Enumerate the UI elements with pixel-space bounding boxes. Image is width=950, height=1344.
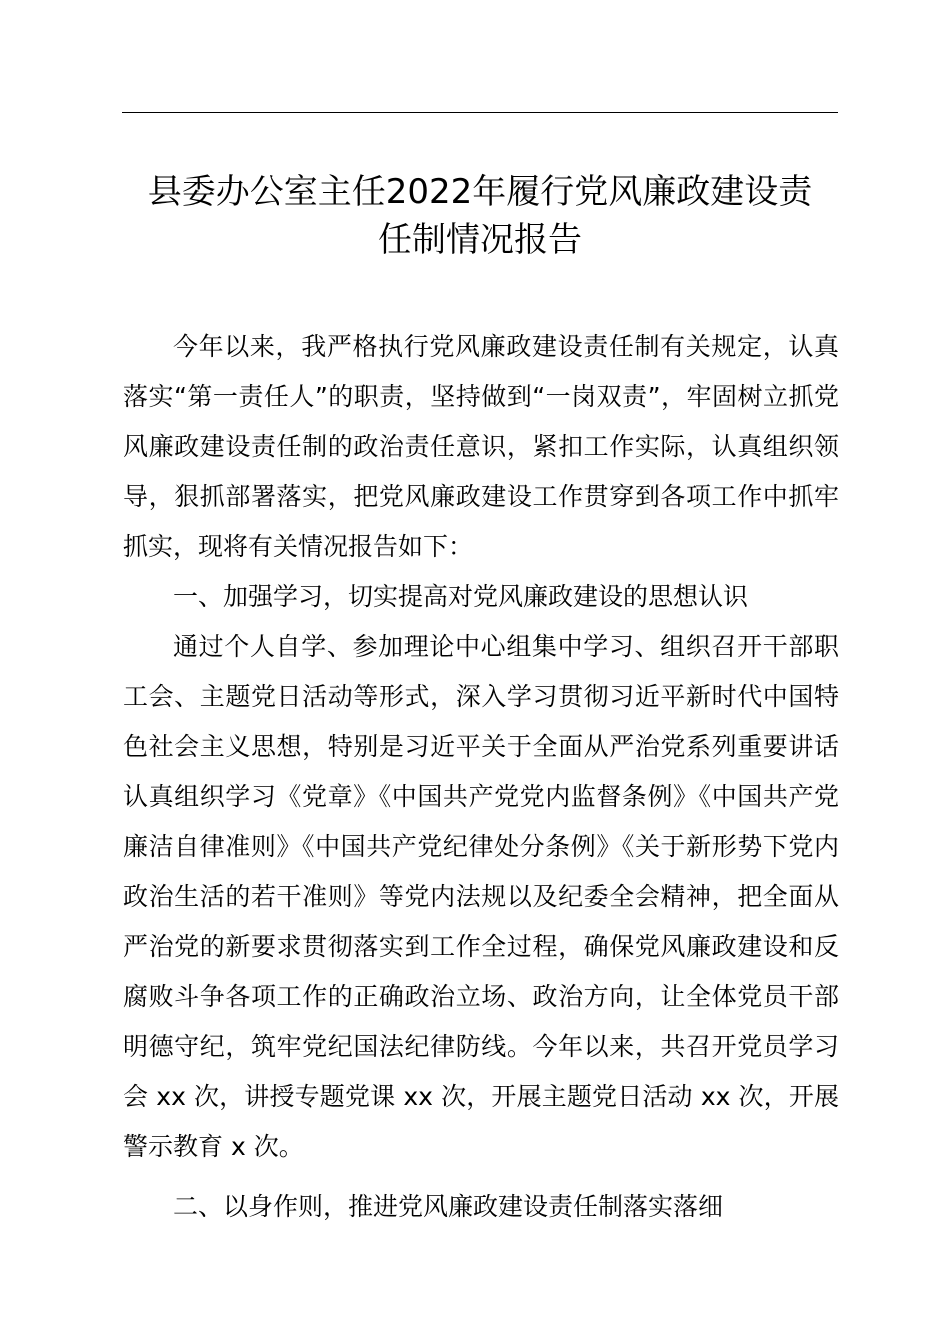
section-heading-2: 二、以身作则，推进党风廉政建设责任制落实落细 <box>173 1192 724 1221</box>
title-line-1: 县委办公室主任2022年履行党风廉政建设责 <box>147 172 813 212</box>
section-1-paragraph: 通过个人自学、参加理论中心组集中学习、组织召开干部职工会、主题党日活动等形式，深入学习贯彻习近平新时代中国特色社会主义思想，特别是习近平关于全面从严治党系列重要讲话认真组织学习《党章》《中国共产党党内监督条例》《中国共产党廉洁自律准则》《中国共产党纪律处分条例》《关于新形势下党内政治生活的若干准则》等党内法规以及纪委全会精神，把全面从严治党的新要求贯彻落实到工作全过程，确保党风廉政建设和反腐败斗争各项工作的正确政治立场、政治方向，让全体党员干部明德守纪，筑牢党纪国法纪律防线。今年以来，共召开党员学习会 xx 次，讲授专题党课 xx 次，开展主题党日活动 xx 次，开展警示教育 x 次。 <box>123 632 839 1161</box>
section-heading-1: 一、加强学习，切实提高对党风廉政建设的思想认识 <box>173 582 749 611</box>
intro-paragraph: 今年以来，我严格执行党风廉政建设责任制有关规定，认真落实“第一责任人”的职责，坚持做到“一岗双责”，牢固树立抓党风廉政建设责任制的政治责任意识，紧扣工作实际，认真组织领导，狠抓部署落实，把党风廉政建设工作贯穿到各项工作中抓牢抓实，现将有关情况报告如下： <box>123 332 839 561</box>
paragraph-gap <box>123 1172 839 1182</box>
header-rule <box>122 112 838 113</box>
document-body <box>123 322 839 1232</box>
document-title <box>110 168 850 264</box>
title-line-2: 任制情况报告 <box>378 220 582 260</box>
